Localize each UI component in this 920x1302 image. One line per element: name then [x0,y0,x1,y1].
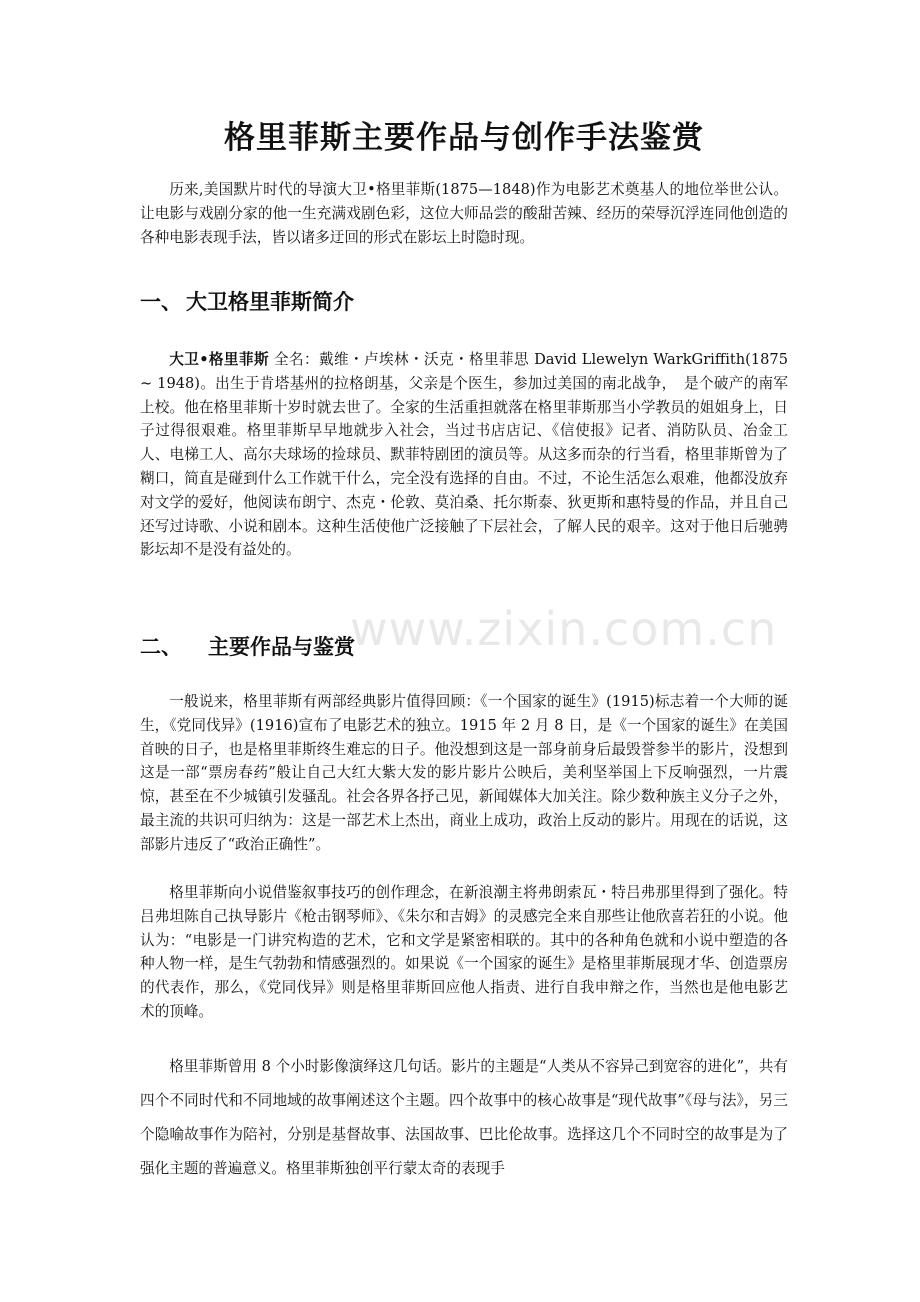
section-title: 主要作品与鉴赏 [208,635,355,659]
watermark: www.zixin.com.cn [350,602,778,656]
intro-paragraph: 历来,美国默片时代的导演大卫•格里菲斯(1875—1848)作为电影艺术奠基人的地位举世公认。让电影与戏剧分家的他一生充满戏剧色彩，这位大师品尝的酸甜苦辣、经历的荣辱沉浮连同他创造的各种电影表现手法，皆以诸多迂回的形式在影坛上时隐时现。 [140,181,788,246]
document-title: 格里菲斯主要作品与创作手法鉴赏 [224,120,704,156]
biography-paragraph [140,348,788,562]
works-paragraph-1: 一般说来，格里菲斯有两部经典影片值得回顾：《一个国家的诞生》(1915)标志着一个大师的诞生，《党同伐异》(1916)宣布了电影艺术的独立。1915 年 2 月 8 日，是《一个国家的诞生》在美国首映的日子，也是格里菲斯终生难忘的日子。他没想到这是一部身前身后最毁誉参半的影片，没想到这是一部“票房春药”般让自己大红大紫大发的影片影片公映后，美利坚举国上下反响强烈，一片震惊，甚至在不少城镇引发骚乱。社会各界各抒己见，新闻媒体大加关注。除少数种族主义分子之外，最主流的共识可归纳为：这是一部艺术上杰出，商业上成功，政治上反动的影片。用现在的话说，这部影片违反了“政治正确性”。 [140,693,788,853]
section-number: 二、 [140,635,182,659]
section-heading-works [140,630,355,664]
section-heading-intro [140,285,354,319]
works-paragraph-3: 格里菲斯曾用 8 个小时影像演绎这几句话。影片的主题是“人类从不容异己到宽容的进化”，共有四个不同时代和不同地域的故事阐述这个主题。四个故事中的核心故事是“现代故事”《母与法》，另三个隐喻故事作为陪衬，分别是基督故事、法国故事、巴比伦故事。选择这几个不同时空的故事是为了强化主题的普遍意义。格里菲斯独创平行蒙太奇的表现手 [140,1058,788,1177]
section-number: 一、 [140,290,182,314]
bold-lead-name: 大卫•格里菲斯 [169,351,269,368]
works-paragraph-2: 格里菲斯向小说借鉴叙事技巧的创作理念，在新浪潮主将弗朗索瓦・特吕弗那里得到了强化。特吕弗坦陈自己执导影片《枪击钢琴师》、《朱尔和吉姆》的灵感完全来自那些让他欣喜若狂的小说。他认为：“电影是一门讲究构造的艺术，它和文学是紧密相联的。其中的各种角色就和小说中塑造的各种人物一样，是生气勃勃和情感强烈的。如果说《一个国家的诞生》是格里菲斯展现才华、创造票房的代表作，那么，《党同伐异》则是格里菲斯回应他人指责、进行自我申辩之作，当然也是他电影艺术的顶峰。 [140,884,788,1020]
section-title: 大卫格里菲斯简介 [186,290,354,314]
biography-text: 全名：戴维・卢埃林・沃克・格里菲思 David Llewelyn WarkGriffith(1875~ 1948)。出生于肯塔基州的拉格朗基，父亲是个医生，参加过美国的南北战争， 是个破产的南军上校。他在格里菲斯十岁时就去世了。全家的生活重担就落在格里菲斯那当小学教员的姐姐身上，日子过得很艰难。格里菲斯早早地就步入社会，当过书店店记、《信使报》记者、消防队员、冶金工人、电梯工人、高尔夫球场的捡球员、默菲特剧团的演员等。从这多而杂的行当看，格里菲斯曾为了糊口，简直是碰到什么工作就干什么，完全没有选择的自由。不过，不论生活怎么艰难，他都没放弃对文学的爱好，他阅读布朗宁、杰克・伦敦、莫泊桑、托尔斯泰、狄更斯和惠特曼的作品，并且自己还写过诗歌、小说和剧本。这种生活使他广泛接触了下层社会，了解人民的艰辛。这对于他日后驰骋影坛却不是没有益处的。 [140,351,788,559]
